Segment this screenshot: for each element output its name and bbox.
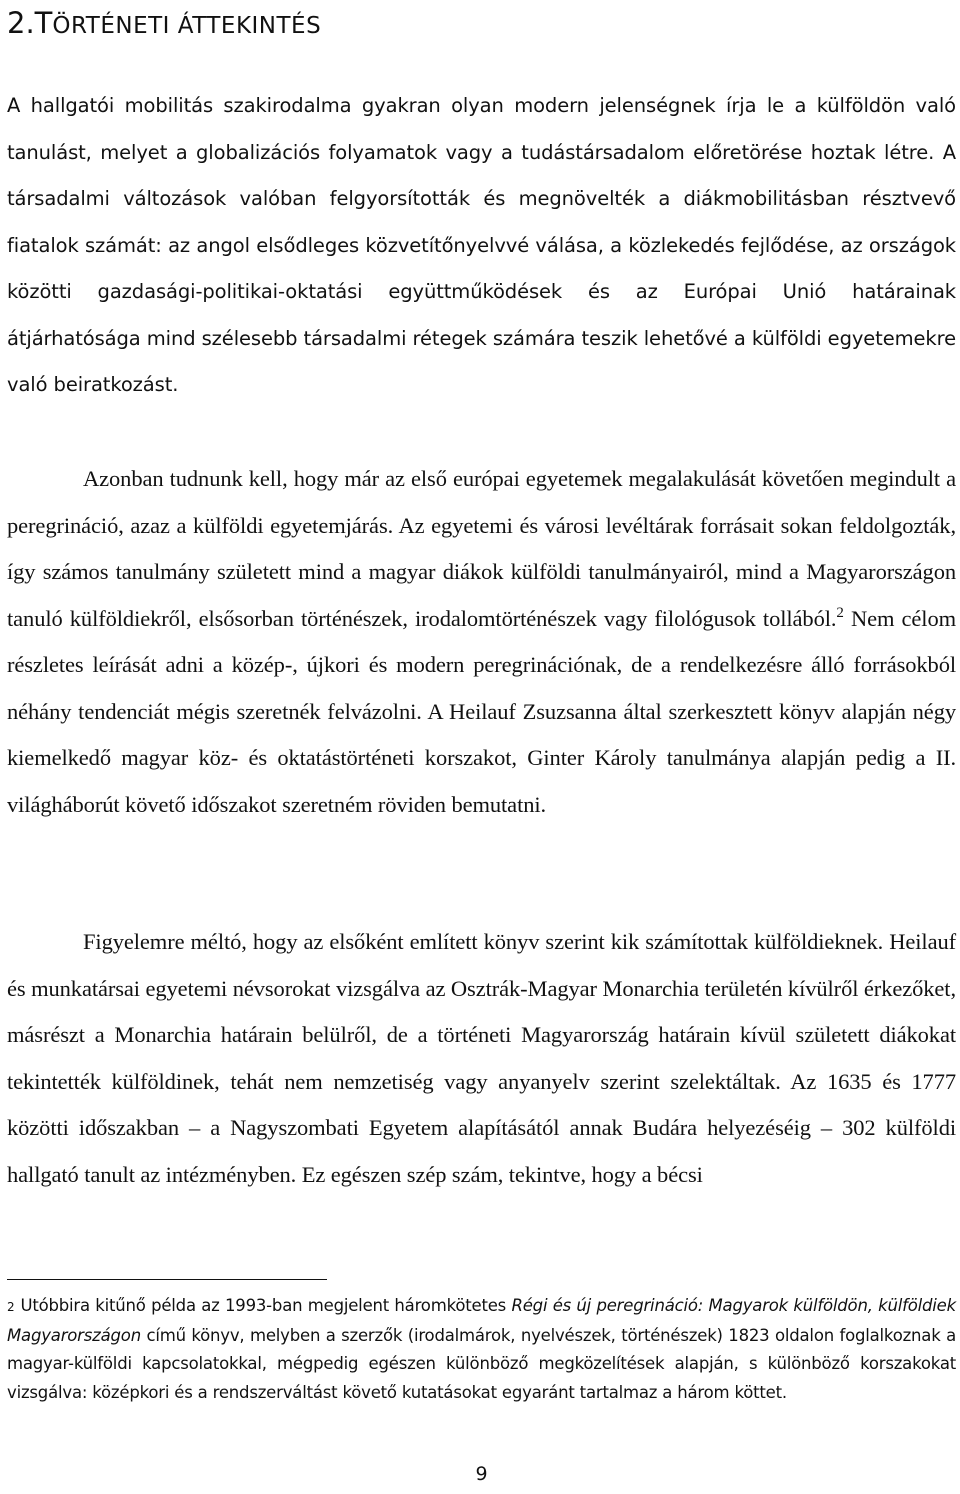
paragraph-intro-text: A hallgatói mobilitás szakirodalma gyakran olyan modern jelenségnek írja le a külföldön való tanulást, melyet a globalizációs folyamatok vagy a tudástársadalom előretörése hoztak létre. A társadalmi változások valóban felgyorsították és megnövelték a diákmobilitásban résztvevő fiatalok számát: az angol elsődleges közvetítőnyelvvé válása, a közlekedés fejlődése, az országok közötti gazdasági-politikai-oktatási együttműködések és az Európai Unió határainak átjárhatósága mind szélesebb társadalmi rétegek számára teszik lehetővé a külföldi egyetemekre való beiratkozást.: [7, 94, 956, 396]
section-title-rest: ÖRTÉNETI ÁTTEKINTÉS: [52, 13, 322, 39]
footnote-reference[interactable]: 2: [836, 604, 844, 621]
footnote-book-title: Régi és új peregrináció: Magyarok külföldön, külföldiek Magyarországon: [7, 1296, 956, 1345]
paragraph-peregrination: [7, 456, 956, 828]
paragraph-intro: [7, 83, 956, 409]
paragraph-peregrination-text-2: Nem célom részletes leírását adni a közép-, újkori és modern peregrinációnak, de a rendelkezésre álló forrásokból néhány tendenciát mégis szeretnék felvázolni. A Heilauf Zsuzsanna által szerkesztett könyv alapján négy kiemelkedő magyar köz- és oktatástörténeti korszakot, Ginter Károly tanulmánya alapján pedig a II. világháborút követő időszakot szeretném röviden bemutatni.: [7, 605, 957, 817]
paragraph-foreigners-text: Figyelemre méltó, hogy az elsőként említett könyv szerint kik számítottak külföldieknek. Heilauf és munkatársai egyetemi névsorokat vizsgálva az Osztrák-Magyar Monarchia területén kívülről érkezőket, másrészt a Monarchia határain belülről, de a történeti Magyarország határain kívül született diákokat tekintették külföldinek, tehát nem nemzetiség vagy anyanyelv szerint szelektáltak. Az 1635 és 1777 közötti időszakban – a Nagyszombati Egyetem alapításától annak Budára helyezéséig – 302 külföldi hallgató tanult az intézményben. Ez egészen szép szám, tekintve, hogy a bécsi: [7, 929, 956, 1187]
page-number: 9: [475, 1463, 488, 1485]
document-page: [7, 0, 956, 1494]
footnote-text-2: című könyv, melyben a szerzők (irodalmárok, nyelvészek, történészek) 1823 oldalon foglalkoznak a magyar-külföldi kapcsolatokkal, mégpedig egészen különböző megközelítések alapján, s különböző korszakokat vizsgálva: középkori és a rendszerváltást követő kutatásokat egyaránt tartalmaz a három köttet.: [7, 1325, 956, 1403]
footnote-number: 2: [7, 1300, 15, 1314]
section-number: 2.: [7, 6, 35, 40]
footnote-text-1: Utóbbira kitűnő példa az 1993-ban megjelent háromkötetes: [20, 1296, 512, 1315]
footnote-separator: [7, 1279, 327, 1280]
paragraph-foreigners: [7, 919, 956, 1198]
footnote: [7, 1292, 956, 1408]
paragraph-peregrination-text-1: Azonban tudnunk kell, hogy már az első európai egyetemek megalakulását követően megindult a peregrináció, azaz a külföldi egyetemjárás. Az egyetemi és városi levéltárak forrásait sokan feldolgozták, így számos tanulmány született mind a magyar diákok külföldi tanulmányairól, mind a Magyarországon tanuló külföldiekről, elsősorban történészek, irodalomtörténészek vagy filológusok tollából.: [7, 466, 956, 631]
section-title-initial: T: [34, 6, 53, 40]
section-heading: [7, 6, 321, 43]
